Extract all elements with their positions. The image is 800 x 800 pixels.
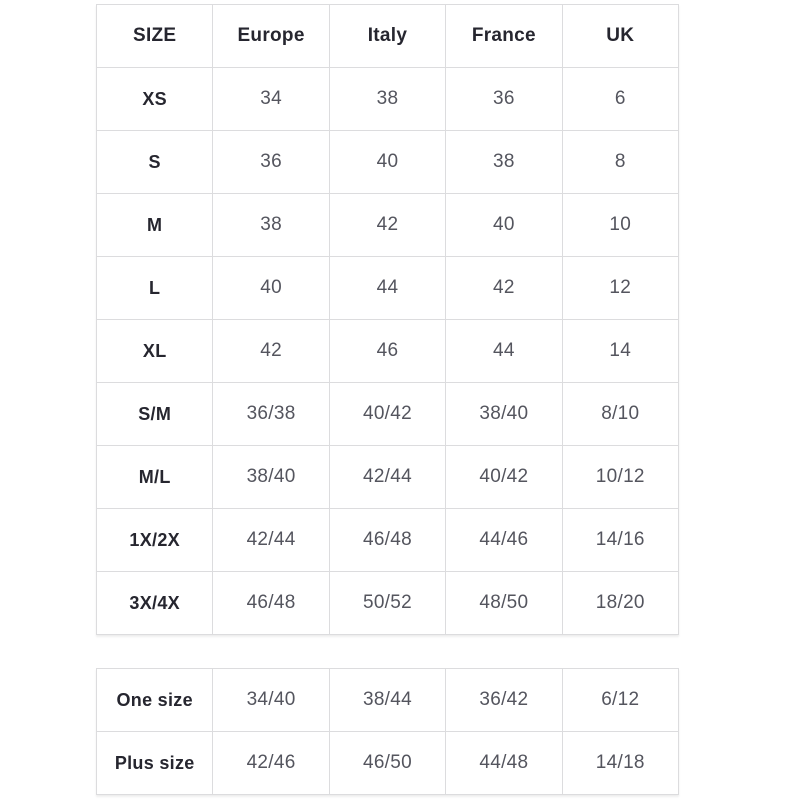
size-value-cell: 34	[213, 68, 329, 131]
size-value-cell: 42	[213, 320, 329, 383]
column-header-uk: UK	[562, 5, 678, 68]
row-label-cell: S/M	[97, 383, 213, 446]
size-value-cell: 18/20	[562, 572, 678, 635]
size-value-cell: 44	[329, 257, 445, 320]
table-row	[97, 509, 679, 572]
table-row	[97, 131, 679, 194]
size-value-cell: 6	[562, 68, 678, 131]
size-value-cell: 50/52	[329, 572, 445, 635]
size-value-cell: 46/48	[329, 509, 445, 572]
size-value-cell: 10/12	[562, 446, 678, 509]
row-label-cell: M	[97, 194, 213, 257]
row-label-cell: 3X/4X	[97, 572, 213, 635]
table-row	[97, 257, 679, 320]
size-value-cell: 38	[213, 194, 329, 257]
size-value-cell: 14	[562, 320, 678, 383]
row-label-cell: XS	[97, 68, 213, 131]
size-value-cell: 42/44	[329, 446, 445, 509]
column-header-size: SIZE	[97, 5, 213, 68]
size-value-cell: 46	[329, 320, 445, 383]
size-value-cell: 34/40	[213, 669, 329, 732]
table-row	[97, 732, 679, 795]
size-value-cell: 42	[329, 194, 445, 257]
size-table-head	[97, 5, 679, 68]
size-value-cell: 40/42	[446, 446, 562, 509]
size-value-cell: 48/50	[446, 572, 562, 635]
row-label-cell: One size	[97, 669, 213, 732]
column-header-france: France	[446, 5, 562, 68]
row-label-cell: 1X/2X	[97, 509, 213, 572]
size-value-cell: 40	[213, 257, 329, 320]
size-value-cell: 46/48	[213, 572, 329, 635]
row-label-cell: Plus size	[97, 732, 213, 795]
size-value-cell: 10	[562, 194, 678, 257]
size-value-cell: 42	[446, 257, 562, 320]
size-value-cell: 44/48	[446, 732, 562, 795]
size-value-cell: 38/40	[213, 446, 329, 509]
size-value-cell: 36/38	[213, 383, 329, 446]
size-value-cell: 38	[446, 131, 562, 194]
table-row	[97, 383, 679, 446]
size-value-cell: 36	[446, 68, 562, 131]
special-sizes-table	[96, 668, 679, 795]
table-row	[97, 572, 679, 635]
table-row	[97, 194, 679, 257]
size-value-cell: 12	[562, 257, 678, 320]
size-value-cell: 40	[446, 194, 562, 257]
row-label-cell: S	[97, 131, 213, 194]
size-value-cell: 8	[562, 131, 678, 194]
size-value-cell: 42/44	[213, 509, 329, 572]
column-header-italy: Italy	[329, 5, 445, 68]
table-row	[97, 68, 679, 131]
size-value-cell: 40/42	[329, 383, 445, 446]
size-value-cell: 46/50	[329, 732, 445, 795]
size-value-cell: 8/10	[562, 383, 678, 446]
table-row	[97, 320, 679, 383]
size-value-cell: 14/18	[562, 732, 678, 795]
size-value-cell: 6/12	[562, 669, 678, 732]
row-label-cell: XL	[97, 320, 213, 383]
size-value-cell: 40	[329, 131, 445, 194]
size-value-cell: 14/16	[562, 509, 678, 572]
size-value-cell: 38/40	[446, 383, 562, 446]
size-value-cell: 44	[446, 320, 562, 383]
size-conversion-table	[96, 4, 679, 635]
size-value-cell: 38	[329, 68, 445, 131]
header-row	[97, 5, 679, 68]
row-label-cell: L	[97, 257, 213, 320]
row-label-cell: M/L	[97, 446, 213, 509]
size-value-cell: 36/42	[446, 669, 562, 732]
size-value-cell: 38/44	[329, 669, 445, 732]
special-table-body	[97, 669, 679, 795]
tables-container	[96, 4, 679, 795]
main-table-body	[97, 68, 679, 635]
size-value-cell: 42/46	[213, 732, 329, 795]
table-row	[97, 446, 679, 509]
column-header-europe: Europe	[213, 5, 329, 68]
table-row	[97, 669, 679, 732]
size-value-cell: 44/46	[446, 509, 562, 572]
size-value-cell: 36	[213, 131, 329, 194]
